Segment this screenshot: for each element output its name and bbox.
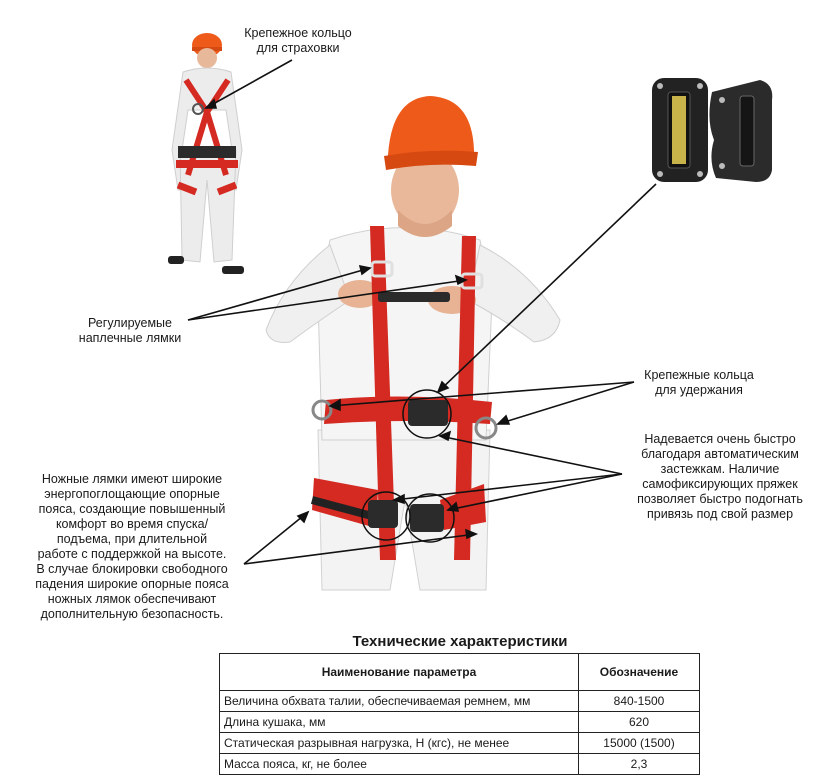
specs-title: Технические характеристики bbox=[352, 633, 568, 650]
callout-shoulder-straps: Регулируемые наплечные лямки bbox=[78, 316, 182, 345]
rear-view-worker bbox=[168, 33, 244, 274]
table-row bbox=[220, 733, 700, 754]
main-worker bbox=[266, 96, 560, 590]
row-param: Масса пояса, кг, не более bbox=[220, 754, 579, 775]
row-value: 620 bbox=[579, 712, 700, 733]
callout-leg-straps: Ножные лямки имеют широкие энергопоглощающие опорные пояса, создающие повышенный комфорт во время спуска/ подъема, при длительной работе с поддержкой на высоте. В случае блокировки свободного падения широкие опорные пояса ножных лямок обеспечивают дополнительную безопасность. bbox=[35, 472, 229, 621]
row-value: 2,3 bbox=[579, 754, 700, 775]
table-row bbox=[220, 712, 700, 733]
callout-belay-ring: Крепежное кольцо для страховки bbox=[244, 26, 352, 55]
callout-quick-buckles: Надевается очень быстро благодаря автоматическим застежкам. Наличие самофиксирующих пряжек позволяет быстро подогнать привязь под свой размер bbox=[637, 432, 803, 521]
header-value: Обозначение bbox=[579, 654, 700, 691]
header-param: Наименование параметра bbox=[220, 654, 579, 691]
row-param: Статическая разрывная нагрузка, Н (кгс), не менее bbox=[220, 733, 579, 754]
table-row bbox=[220, 754, 700, 775]
row-value: 15000 (1500) bbox=[579, 733, 700, 754]
specs-header-row bbox=[220, 654, 700, 691]
callout-restraint-rings: Крепежные кольца для удержания bbox=[644, 368, 754, 397]
row-param: Величина обхвата талии, обеспечиваемая ремнем, мм bbox=[220, 691, 579, 712]
buckle-inset bbox=[652, 78, 772, 182]
table-row bbox=[220, 691, 700, 712]
row-value: 840-1500 bbox=[579, 691, 700, 712]
specs-table bbox=[219, 653, 700, 775]
row-param: Длина кушака, мм bbox=[220, 712, 579, 733]
